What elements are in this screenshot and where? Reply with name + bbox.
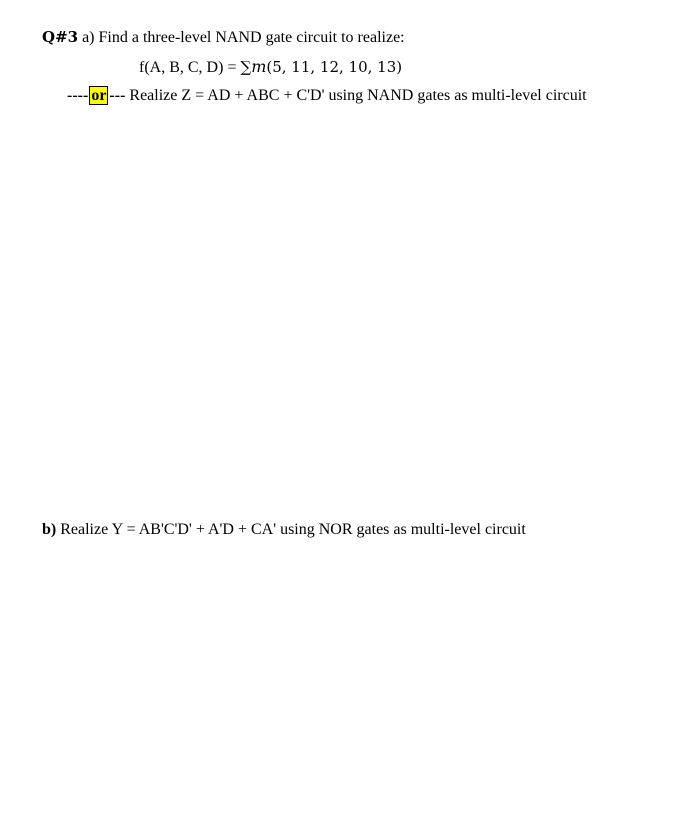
- dash-left: ----: [67, 87, 89, 104]
- alternative-text: Realize Z = AD + ABC + C'D' using NAND gates as multi-level circuit: [129, 87, 587, 104]
- question-b-line: [42, 520, 526, 540]
- part-b-label: b): [42, 521, 57, 538]
- dash-right: ---: [109, 87, 126, 104]
- part-b-text: Realize Y = AB'C'D' + A'D + CA' using NOR gates as multi-level circuit: [60, 521, 526, 538]
- question-a-line: [42, 27, 405, 48]
- part-a-label: a): [82, 29, 95, 46]
- or-highlight: or: [91, 87, 107, 104]
- formula-lhs: f(A, B, C, D) =: [139, 59, 237, 76]
- alternative-line: [67, 86, 587, 106]
- sigma-symbol: ∑: [240, 58, 252, 76]
- minterm-formula: [139, 57, 402, 78]
- part-a-text: Find a three-level NAND gate circuit to realize:: [98, 29, 405, 46]
- minterm-m: m: [251, 57, 267, 76]
- question-number: Q#3: [42, 28, 79, 46]
- minterm-list: (5, 11, 12, 10, 13): [266, 58, 403, 76]
